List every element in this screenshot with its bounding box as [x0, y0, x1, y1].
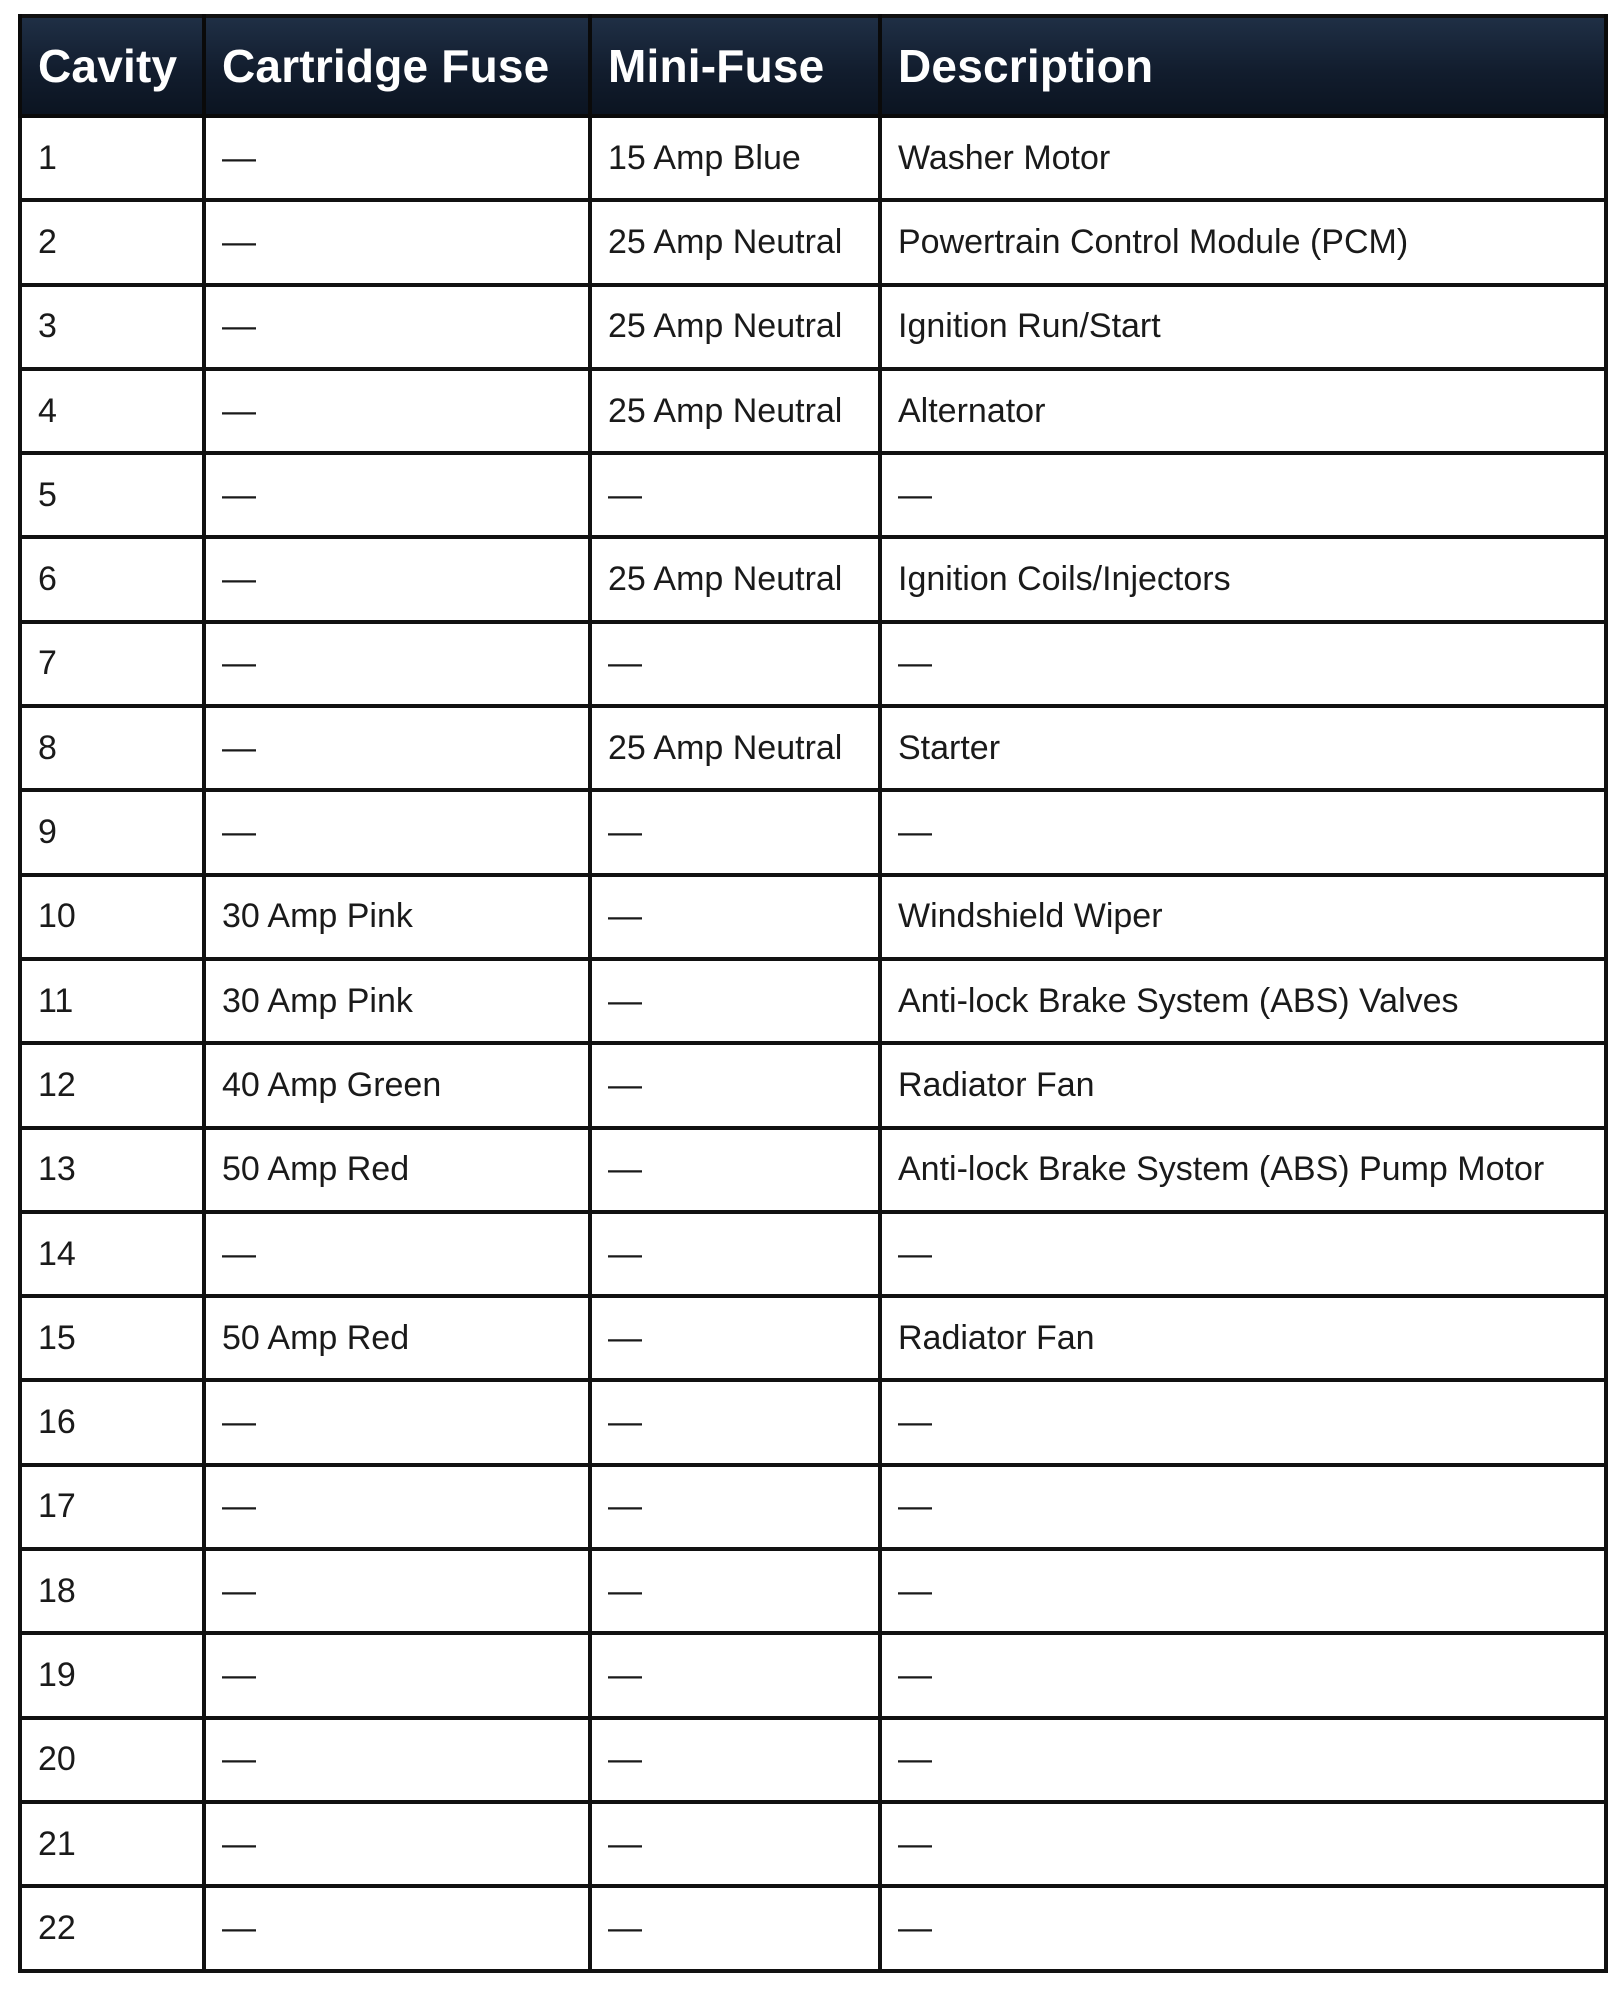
cell-description: Ignition Coils/Injectors — [880, 537, 1606, 621]
cell-cartridge-fuse: — — [204, 369, 590, 453]
cell-description: — — [880, 1549, 1606, 1633]
cell-cartridge-fuse: — — [204, 200, 590, 284]
cell-description: — — [880, 1886, 1606, 1970]
table-row — [20, 1886, 1606, 1970]
cell-cavity: 5 — [20, 453, 204, 537]
table-row — [20, 1633, 1606, 1717]
cell-mini-fuse: 25 Amp Neutral — [590, 285, 880, 369]
cell-mini-fuse: 25 Amp Neutral — [590, 706, 880, 790]
cell-cavity: 18 — [20, 1549, 204, 1633]
cell-cavity: 4 — [20, 369, 204, 453]
cell-cavity: 17 — [20, 1465, 204, 1549]
cell-mini-fuse: 25 Amp Neutral — [590, 537, 880, 621]
table-row — [20, 116, 1606, 200]
header-row — [20, 16, 1606, 116]
cell-description: Washer Motor — [880, 116, 1606, 200]
cell-mini-fuse: — — [590, 1802, 880, 1886]
cell-mini-fuse: 25 Amp Neutral — [590, 200, 880, 284]
table-row — [20, 1802, 1606, 1886]
cell-cavity: 21 — [20, 1802, 204, 1886]
cell-description: — — [880, 1802, 1606, 1886]
cell-description: — — [880, 1465, 1606, 1549]
cell-description: — — [880, 1212, 1606, 1296]
cell-mini-fuse: 25 Amp Neutral — [590, 369, 880, 453]
table-row — [20, 875, 1606, 959]
cell-cavity: 9 — [20, 790, 204, 874]
cell-cartridge-fuse: — — [204, 1212, 590, 1296]
cell-cartridge-fuse: — — [204, 1718, 590, 1802]
table-row — [20, 1380, 1606, 1464]
cell-cavity: 22 — [20, 1886, 204, 1970]
table-row — [20, 200, 1606, 284]
cell-cartridge-fuse: — — [204, 1380, 590, 1464]
cell-mini-fuse: — — [590, 622, 880, 706]
cell-cavity: 19 — [20, 1633, 204, 1717]
table-row — [20, 537, 1606, 621]
cell-description: Anti-lock Brake System (ABS) Pump Motor — [880, 1128, 1606, 1212]
table-row — [20, 1718, 1606, 1802]
cell-cavity: 15 — [20, 1296, 204, 1380]
header-cavity: Cavity — [20, 16, 204, 116]
cell-cartridge-fuse: — — [204, 1802, 590, 1886]
cell-description: — — [880, 790, 1606, 874]
cell-mini-fuse: — — [590, 959, 880, 1043]
cell-description: Ignition Run/Start — [880, 285, 1606, 369]
cell-cavity: 6 — [20, 537, 204, 621]
cell-cavity: 7 — [20, 622, 204, 706]
cell-cartridge-fuse: — — [204, 453, 590, 537]
cell-cartridge-fuse: 50 Amp Red — [204, 1296, 590, 1380]
table-row — [20, 369, 1606, 453]
cell-mini-fuse: — — [590, 1465, 880, 1549]
cell-cavity: 13 — [20, 1128, 204, 1212]
table-body — [20, 116, 1606, 1971]
cell-cartridge-fuse: — — [204, 285, 590, 369]
cell-cartridge-fuse: — — [204, 706, 590, 790]
cell-description: Starter — [880, 706, 1606, 790]
fuse-table — [18, 14, 1608, 1973]
cell-cartridge-fuse: 30 Amp Pink — [204, 959, 590, 1043]
cell-cartridge-fuse: 30 Amp Pink — [204, 875, 590, 959]
cell-mini-fuse: — — [590, 1549, 880, 1633]
table-row — [20, 285, 1606, 369]
cell-mini-fuse: — — [590, 1296, 880, 1380]
table-row — [20, 1043, 1606, 1127]
cell-description: — — [880, 453, 1606, 537]
cell-description: — — [880, 1380, 1606, 1464]
cell-mini-fuse: — — [590, 453, 880, 537]
table-row — [20, 1549, 1606, 1633]
cell-cavity: 10 — [20, 875, 204, 959]
cell-description: Radiator Fan — [880, 1043, 1606, 1127]
cell-cartridge-fuse: — — [204, 116, 590, 200]
cell-cavity: 14 — [20, 1212, 204, 1296]
cell-description: — — [880, 1718, 1606, 1802]
table-row — [20, 453, 1606, 537]
cell-cavity: 2 — [20, 200, 204, 284]
cell-mini-fuse: — — [590, 1128, 880, 1212]
cell-cartridge-fuse: — — [204, 622, 590, 706]
cell-mini-fuse: — — [590, 1212, 880, 1296]
cell-mini-fuse: — — [590, 1043, 880, 1127]
cell-description: Alternator — [880, 369, 1606, 453]
cell-cavity: 20 — [20, 1718, 204, 1802]
header-cartridge-fuse: Cartridge Fuse — [204, 16, 590, 116]
cell-cartridge-fuse: 50 Amp Red — [204, 1128, 590, 1212]
cell-description: — — [880, 1633, 1606, 1717]
cell-mini-fuse: — — [590, 1718, 880, 1802]
cell-cartridge-fuse: — — [204, 1886, 590, 1970]
header-mini-fuse: Mini-Fuse — [590, 16, 880, 116]
cell-cavity: 12 — [20, 1043, 204, 1127]
cell-description: Powertrain Control Module (PCM) — [880, 200, 1606, 284]
cell-cartridge-fuse: — — [204, 1633, 590, 1717]
table-row — [20, 959, 1606, 1043]
cell-description: Radiator Fan — [880, 1296, 1606, 1380]
cell-mini-fuse: — — [590, 790, 880, 874]
cell-description: — — [880, 622, 1606, 706]
table-row — [20, 1128, 1606, 1212]
cell-cavity: 8 — [20, 706, 204, 790]
cell-cartridge-fuse: — — [204, 790, 590, 874]
cell-cavity: 3 — [20, 285, 204, 369]
cell-description: Windshield Wiper — [880, 875, 1606, 959]
cell-cavity: 1 — [20, 116, 204, 200]
cell-cavity: 16 — [20, 1380, 204, 1464]
cell-mini-fuse: 15 Amp Blue — [590, 116, 880, 200]
header-description: Description — [880, 16, 1606, 116]
table-row — [20, 790, 1606, 874]
table-row — [20, 1296, 1606, 1380]
cell-cartridge-fuse: — — [204, 1549, 590, 1633]
table-row — [20, 622, 1606, 706]
cell-cartridge-fuse: 40 Amp Green — [204, 1043, 590, 1127]
cell-mini-fuse: — — [590, 875, 880, 959]
cell-cavity: 11 — [20, 959, 204, 1043]
table-row — [20, 1465, 1606, 1549]
cell-mini-fuse: — — [590, 1380, 880, 1464]
cell-description: Anti-lock Brake System (ABS) Valves — [880, 959, 1606, 1043]
cell-mini-fuse: — — [590, 1633, 880, 1717]
cell-cartridge-fuse: — — [204, 1465, 590, 1549]
cell-mini-fuse: — — [590, 1886, 880, 1970]
cell-cartridge-fuse: — — [204, 537, 590, 621]
table-row — [20, 1212, 1606, 1296]
table-row — [20, 706, 1606, 790]
